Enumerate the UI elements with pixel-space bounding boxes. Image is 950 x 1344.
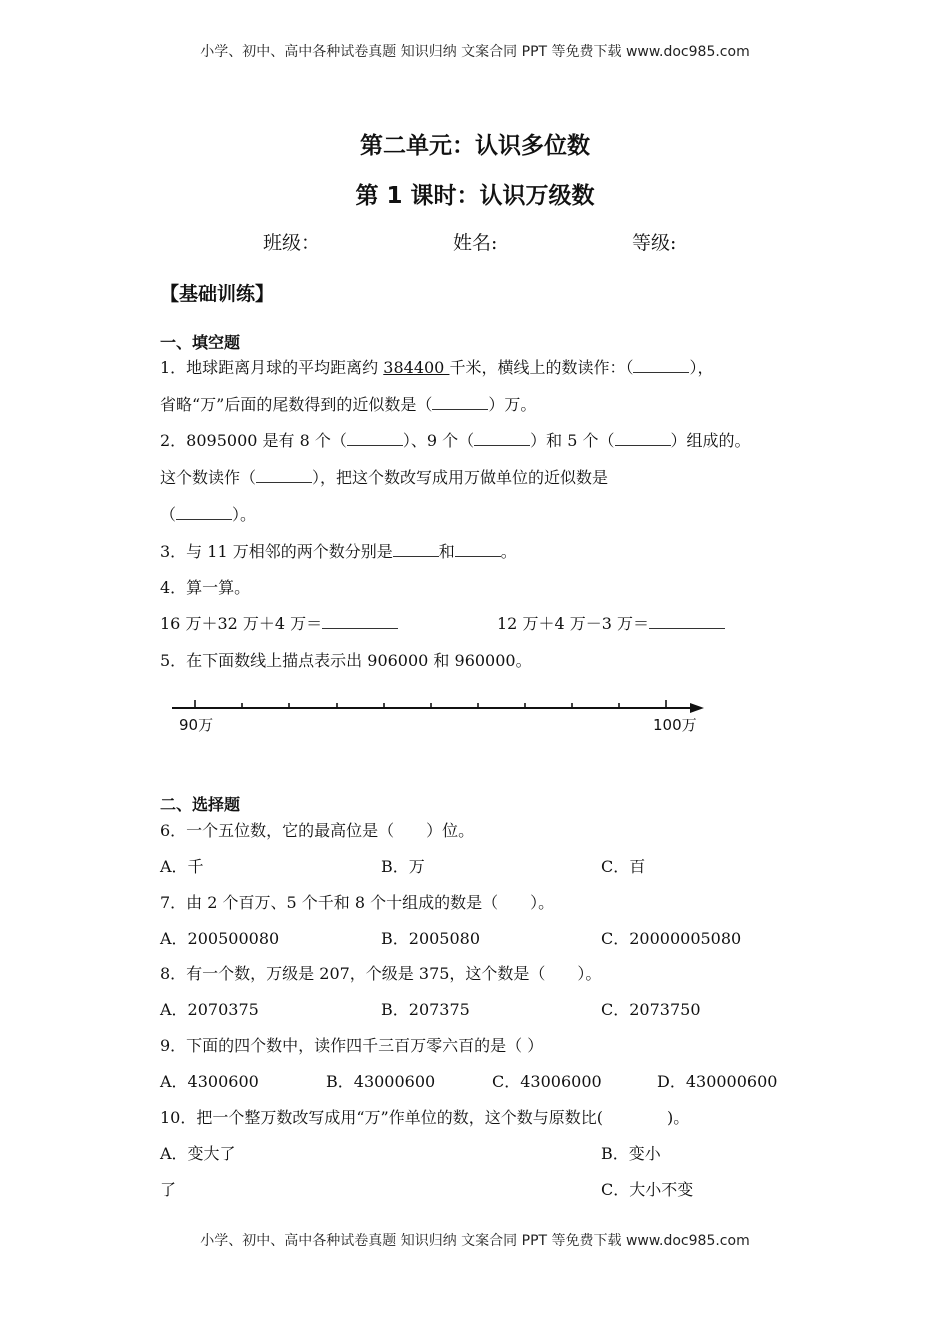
q1-blank-1[interactable] — [633, 358, 689, 373]
q1-suffix: 千米，横线上的数读作：（ — [449, 358, 634, 377]
q10-option-c[interactable]: C．大小不变 — [601, 1180, 694, 1199]
q2-line3-suffix: ）。 — [232, 505, 257, 524]
q4-expression-1 — [160, 611, 398, 634]
question-1-line-2 — [160, 392, 536, 415]
q4-expr2-text: 12 万＋4 万－3 万＝ — [497, 614, 649, 633]
question-6: 6．一个五位数，它的最高位是（ ）位。 — [160, 821, 475, 840]
q2-blank-3[interactable] — [615, 431, 671, 446]
q3-blank-1[interactable] — [393, 542, 439, 557]
question-2-line-3 — [160, 502, 256, 525]
q2-blank-2[interactable] — [474, 431, 530, 446]
q8-option-a[interactable]: A．2070375 — [160, 1000, 259, 1019]
lesson-title: 第 1 课时：认识万级数 — [355, 183, 595, 209]
class-label: 班级： — [263, 232, 321, 254]
question-5: 5．在下面数线上描点表示出 906000 和 960000。 — [160, 651, 532, 670]
q3-prefix: 3．与 11 万相邻的两个数分别是 — [160, 542, 393, 561]
unit-title: 第二单元：认识多位数 — [360, 133, 590, 159]
q1-line2-prefix: 省略“万”后面的尾数得到的近似数是（ — [160, 395, 433, 414]
grade-label: 等级: — [632, 232, 677, 254]
q6-option-a[interactable]: A．千 — [160, 857, 204, 876]
question-1-line-1 — [160, 355, 713, 378]
q4-expr1-text: 16 万＋32 万＋4 万＝ — [160, 614, 323, 633]
q2-line2-suffix: ），把这个数改写成用万做单位的近似数是 — [312, 468, 609, 487]
q6-option-c[interactable]: C．百 — [601, 857, 646, 876]
number-line[interactable] — [160, 690, 720, 754]
q2-blank-4[interactable] — [256, 468, 312, 483]
q2-part-1: 2．8095000 是有 8 个（ — [160, 431, 347, 450]
question-4: 4．算一算。 — [160, 578, 251, 597]
q9-option-a[interactable]: A．4300600 — [160, 1072, 259, 1091]
q7-option-b[interactable]: B．2005080 — [381, 929, 481, 948]
number-line-start-label: 90万 — [179, 716, 214, 734]
q1-end: ）， — [689, 358, 714, 377]
q10-option-b[interactable]: B．变小 — [601, 1144, 661, 1163]
q2-line2-prefix: 这个数读作（ — [160, 468, 257, 487]
q9-option-b[interactable]: B．43000600 — [326, 1072, 436, 1091]
q1-underlined-number: 384400 — [383, 358, 450, 377]
q7-option-a[interactable]: A．200500080 — [160, 929, 280, 948]
q3-mid: 和 — [438, 542, 455, 561]
q10-option-b-wrap: 了 — [160, 1180, 177, 1199]
footer-watermark: 小学、初中、高中各种试卷真题 知识归纳 文案合同 PPT 等免费下载 www.doc985.com — [200, 1233, 750, 1249]
q1-line2-suffix: ）万。 — [488, 395, 537, 414]
question-3 — [160, 539, 517, 562]
question-10: 10．把一个整万数改写成用“万”作单位的数，这个数与原数比( )。 — [160, 1108, 690, 1127]
q4-expression-2 — [497, 611, 725, 634]
name-label: 姓名: — [453, 232, 498, 254]
question-7: 7．由 2 个百万、5 个千和 8 个十组成的数是（ ）。 — [160, 893, 555, 912]
question-2-line-1 — [160, 428, 751, 451]
q10-option-a[interactable]: A．变大了 — [160, 1144, 236, 1163]
section-heading: 【基础训练】 — [160, 283, 275, 305]
q4-blank-2[interactable] — [649, 614, 725, 629]
q2-part-2: ）、9 个（ — [402, 431, 475, 450]
q3-suffix: 。 — [500, 542, 517, 561]
number-line-graphic — [160, 690, 720, 750]
q4-blank-1[interactable] — [322, 614, 398, 629]
q2-part-3: ）和 5 个（ — [530, 431, 615, 450]
number-line-end-label: 100万 — [653, 716, 697, 734]
q1-prefix: 1．地球距离月球的平均距离约 — [160, 358, 384, 377]
q8-option-c[interactable]: C．2073750 — [601, 1000, 701, 1019]
q2-line3-prefix: （ — [160, 505, 177, 524]
q9-option-d[interactable]: D．430000600 — [657, 1072, 778, 1091]
q8-option-b[interactable]: B．207375 — [381, 1000, 470, 1019]
q9-option-c[interactable]: C．43006000 — [492, 1072, 602, 1091]
q7-option-c[interactable]: C．20000005080 — [601, 929, 742, 948]
header-watermark: 小学、初中、高中各种试卷真题 知识归纳 文案合同 PPT 等免费下载 www.doc985.com — [200, 44, 750, 60]
q6-option-b[interactable]: B．万 — [381, 857, 425, 876]
question-9: 9．下面的四个数中，读作四千三百万零六百的是（ ） — [160, 1036, 544, 1055]
q2-blank-5[interactable] — [176, 505, 232, 520]
part1-heading: 一、填空题 — [160, 333, 241, 352]
question-8: 8．有一个数，万级是 207，个级是 375，这个数是（ ）。 — [160, 964, 602, 983]
q2-part-4: ）组成的。 — [670, 431, 751, 450]
q3-blank-2[interactable] — [455, 542, 501, 557]
question-2-line-2 — [160, 465, 608, 488]
q1-blank-2[interactable] — [432, 395, 488, 410]
q2-blank-1[interactable] — [347, 431, 403, 446]
part2-heading: 二、选择题 — [160, 795, 241, 814]
